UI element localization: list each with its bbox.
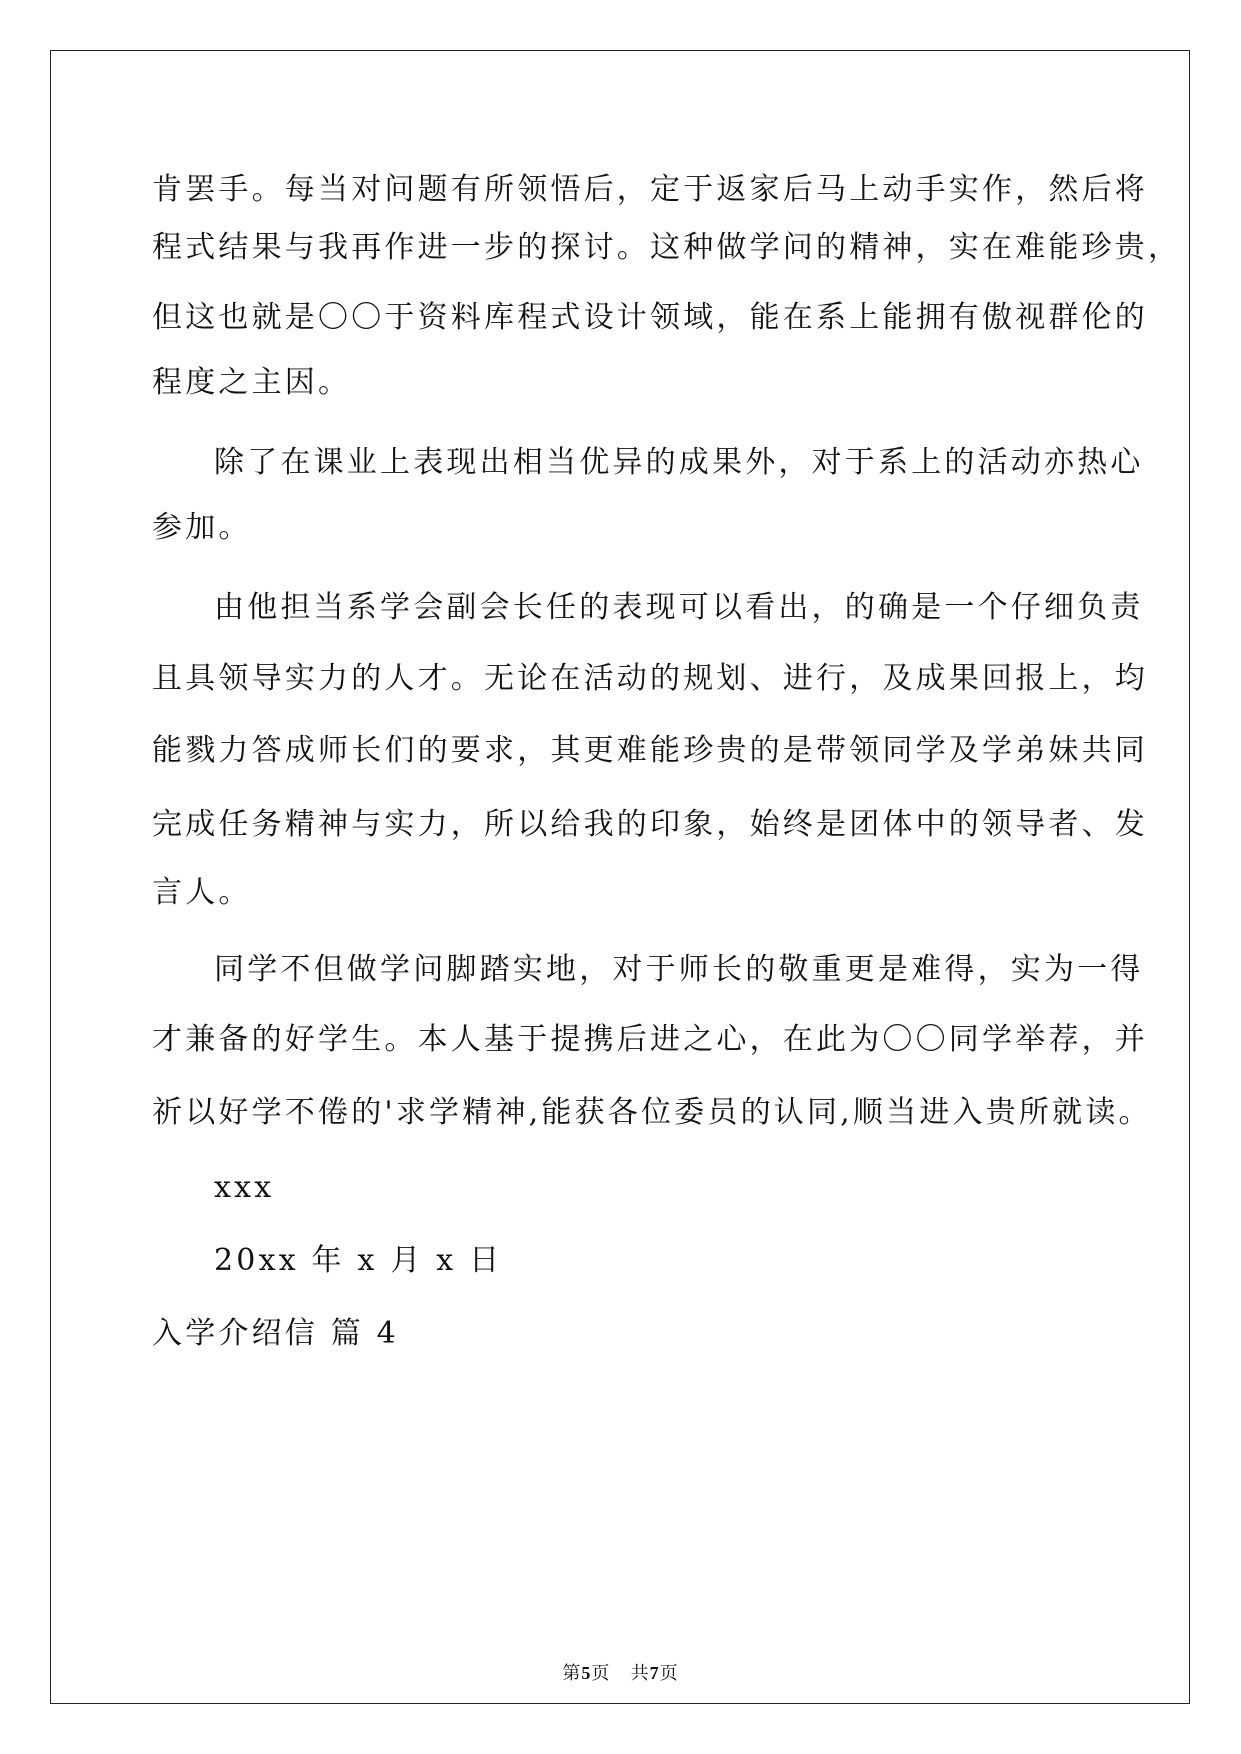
signature-date: 20xx 年 x 月 x 日 [214,1243,503,1278]
page-label-suffix: 页 [659,1663,679,1684]
body-line: 但这也就是〇〇于资料库程式设计领域，能在系上能拥有傲视群伦的 [152,300,1148,335]
body-line: 由他担当系学会副会长任的表现可以看出，的确是一个仔细负责 [214,590,1144,625]
page-label-prefix: 第 [562,1663,582,1684]
body-line: 程度之主因。 [152,365,352,400]
body-line: 且具领导实力的人才。无论在活动的规划、进行，及成果回报上，均 [152,661,1148,696]
body-line: 才兼备的好学生。本人基于提携后进之心，在此为〇〇同学举荐，并 [152,1022,1148,1057]
body-line: 言人。 [152,875,252,910]
page-label-mid: 页 共 [591,1663,650,1684]
body-line: 祈以好学不倦的'求学精神,能获各位委员的认同,顺当进入贵所就读。 [152,1095,1152,1130]
body-line: 肯罢手。每当对问题有所领悟后，定于返家后马上动手实作，然后将 [152,172,1148,207]
section-heading: 入学介绍信 篇 4 [152,1316,399,1351]
total-page-number: 7 [649,1663,660,1683]
page-footer [0,1661,1241,1686]
body-line: 同学不但做学问脚踏实地，对于师长的敬重更是难得，实为一得 [214,952,1144,987]
body-line: 除了在课业上表现出相当优异的成果外，对于系上的活动亦热心 [214,445,1144,480]
body-line: 完成任务精神与实力，所以给我的印象，始终是团体中的领导者、发 [152,807,1148,842]
body-line: 程式结果与我再作进一步的探讨。这种做学问的精神，实在难能珍贵， [152,230,1182,265]
body-line: 能戮力答成师长们的要求，其更难能珍贵的是带领同学及学弟妹共同 [152,733,1148,768]
signature-name: xxx [214,1170,275,1205]
current-page-number: 5 [581,1663,592,1683]
body-line: 参加。 [152,510,252,545]
